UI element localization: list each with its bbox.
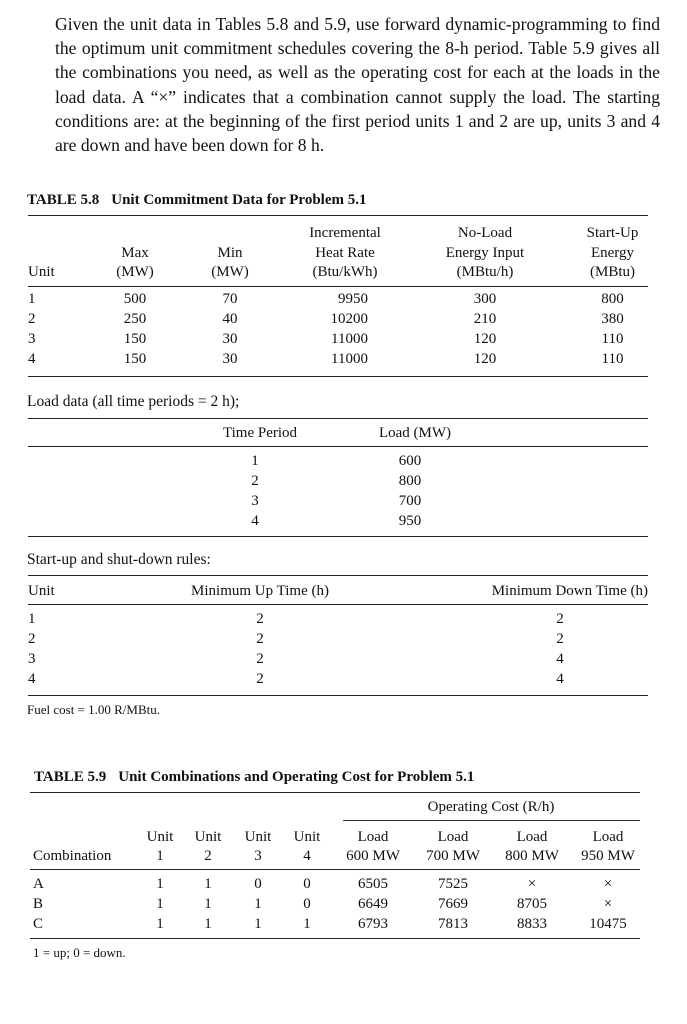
table59-header-unit1: Unit	[146, 829, 174, 845]
table59-cell: 1	[156, 876, 164, 892]
table59-title	[34, 769, 474, 786]
rules-cell: 2	[256, 631, 264, 647]
table59-cell: 1	[254, 896, 262, 912]
table58-cell: 1	[28, 291, 36, 307]
rules-header-unit: Unit	[28, 583, 55, 599]
table58-header-ihr-3: (Btu/kWh)	[312, 264, 378, 280]
table59-top-rule	[30, 792, 640, 793]
table58-cell: 250	[123, 311, 147, 327]
table58-cell: 110	[601, 331, 624, 347]
rules-caption: Start-up and shut-down rules:	[27, 551, 211, 568]
table59-cell: ×	[603, 876, 613, 892]
table58-header-startup-2: Energy	[590, 245, 635, 261]
load-data-caption: Load data (all time periods = 2 h);	[27, 393, 240, 410]
table59-header-unit3: Unit	[244, 829, 272, 845]
rules-bottom-rule	[28, 695, 648, 696]
table58-cell: 2	[28, 311, 36, 327]
table59-cell: 7813	[438, 916, 468, 932]
table58-cell: 800	[601, 291, 624, 307]
load-cell: 700	[398, 493, 422, 509]
table58-header-startup-1: Start-Up	[586, 225, 639, 241]
load-header-period: Time Period	[222, 425, 298, 441]
table59-header-unit2-num: 2	[204, 848, 212, 864]
table59-cell: 1	[204, 876, 212, 892]
rules-cell: 4	[556, 671, 564, 687]
load-header-rule	[28, 446, 648, 447]
rules-cell: 2	[556, 611, 564, 627]
table58-header-startup-3: (MBtu)	[590, 264, 635, 280]
table58-header-noload-1: No-Load	[457, 225, 513, 241]
table58-header-min-unit: (MW)	[211, 264, 249, 280]
table59-header-combination: Combination	[33, 848, 112, 864]
table59-header-load800: Load	[516, 829, 548, 845]
rules-cell: 4	[28, 671, 36, 687]
table58-number: TABLE 5.8	[27, 192, 100, 208]
table58-header-min: Min	[217, 245, 243, 261]
table58-cell: 9950	[338, 291, 368, 307]
table59-bottom-rule	[30, 938, 640, 939]
table59-group-header: Operating Cost (R/h)	[427, 799, 555, 815]
table59-header-rule	[30, 869, 640, 870]
rules-cell: 4	[556, 651, 564, 667]
table58-header-max-unit: (MW)	[116, 264, 154, 280]
table58-cell: 10200	[330, 311, 368, 327]
table59-header-load700-mw: 700 MW	[426, 848, 480, 864]
table58-cell: 70	[222, 291, 238, 307]
load-cell: 1	[251, 453, 259, 469]
rules-cell: 2	[256, 611, 264, 627]
table59-cell: 7525	[438, 876, 468, 892]
table59-cell: 1	[254, 916, 262, 932]
load-cell: 2	[251, 473, 259, 489]
table59-cell: 0	[254, 876, 262, 892]
table59-cell: 0	[303, 896, 311, 912]
fuel-cost-note: Fuel cost = 1.00 R/MBtu.	[27, 702, 161, 717]
rules-cell: 2	[556, 631, 564, 647]
table58-header-noload-2: Energy Input	[445, 245, 525, 261]
rules-header-mindown: Minimum Down Time (h)	[491, 583, 648, 599]
table59-header-unit4-num: 4	[303, 848, 311, 864]
table58-title	[27, 192, 366, 209]
rules-cell: 1	[28, 611, 36, 627]
table58-cell: 4	[28, 351, 36, 367]
table59-header-load950-mw: 950 MW	[581, 848, 635, 864]
table59-cell: 1	[303, 916, 311, 932]
table59-cell: 1	[204, 896, 212, 912]
table59-cell: 1	[156, 896, 164, 912]
table58-cell: 120	[473, 351, 497, 367]
table59-cell: 1	[156, 916, 164, 932]
table59-cell: ×	[527, 876, 537, 892]
table59-header-unit4: Unit	[293, 829, 321, 845]
load-cell: 600	[398, 453, 422, 469]
table58-cell: 3	[28, 331, 36, 347]
rules-top-rule	[28, 575, 648, 576]
table58-header-ihr-1: Incremental	[309, 225, 381, 241]
table58-cell: 150	[123, 331, 147, 347]
table59-cell: 6793	[358, 916, 388, 932]
table59-header-load800-mw: 800 MW	[505, 848, 559, 864]
table59-caption: Unit Combinations and Operating Cost for Problem 5.1	[118, 769, 475, 785]
table58-header-rule	[28, 286, 648, 287]
table59-cell: ×	[603, 896, 613, 912]
table59-cell: B	[33, 896, 44, 912]
table58-cell: 30	[222, 331, 238, 347]
table58-cell: 380	[601, 311, 624, 327]
rules-cell: 3	[28, 651, 36, 667]
table59-cell: C	[33, 916, 44, 932]
table59-cell: 8833	[517, 916, 547, 932]
table58-header-unit: Unit	[28, 264, 55, 280]
table59-cell: 0	[303, 876, 311, 892]
table58-top-rule	[28, 215, 648, 216]
problem-text: Given the unit data in Tables 5.8 and 5.9, use forward dynamic-programming to find the optimum unit commitment schedules covering the 8-h period. Table 5.9 gives all the combinations you need, as well as the operating cost for each at the loads in the load data. A “×” indicates that a combination cannot supply the load. The starting conditions are: at the beginning of the first period units 1 and 2 are up, units 3 and 4 are down and have been down for 8 h.	[55, 14, 660, 156]
table58-cell: 11000	[331, 331, 368, 347]
table58-header-noload-3: (MBtu/h)	[456, 264, 514, 280]
table59-cell: 6649	[358, 896, 388, 912]
rules-cell: 2	[256, 651, 264, 667]
table58-bottom-rule	[28, 376, 648, 377]
table59-note: 1 = up; 0 = down.	[33, 945, 126, 960]
load-cell: 800	[398, 473, 422, 489]
table59-header-unit3-num: 3	[254, 848, 262, 864]
table59-number: TABLE 5.9	[34, 769, 107, 785]
table59-cell: A	[33, 876, 44, 892]
rules-header-rule	[28, 604, 648, 605]
table58-cell: 40	[222, 311, 238, 327]
table59-header-unit2: Unit	[194, 829, 222, 845]
rules-cell: 2	[256, 671, 264, 687]
table58-cell: 500	[123, 291, 147, 307]
load-header-load: Load (MW)	[378, 425, 452, 441]
table59-cell: 6505	[358, 876, 388, 892]
table59-cell: 7669	[438, 896, 468, 912]
load-bottom-rule	[28, 536, 648, 537]
table58-cell: 11000	[331, 351, 368, 367]
table59-header-load950: Load	[592, 829, 624, 845]
rules-header-minup: Minimum Up Time (h)	[191, 583, 329, 599]
table58-caption: Unit Commitment Data for Problem 5.1	[111, 192, 367, 208]
table58-header-ihr-2: Heat Rate	[315, 245, 375, 261]
load-cell: 3	[251, 493, 259, 509]
load-top-rule	[28, 418, 648, 419]
table58-cell: 110	[601, 351, 624, 367]
table59-cell: 1	[204, 916, 212, 932]
table59-header-load700: Load	[437, 829, 469, 845]
load-cell: 950	[398, 513, 422, 529]
table59-header-load600-mw: 600 MW	[346, 848, 400, 864]
table59-header-unit1-num: 1	[156, 848, 164, 864]
table59-cell: 8705	[517, 896, 547, 912]
table58-cell: 150	[123, 351, 147, 367]
table58-cell: 300	[473, 291, 497, 307]
table58-cell: 30	[222, 351, 238, 367]
rules-cell: 2	[28, 631, 36, 647]
table58-header-max: Max	[121, 245, 149, 261]
table58-cell: 210	[473, 311, 497, 327]
table59-group-rule	[343, 820, 640, 821]
table58-cell: 120	[473, 331, 497, 347]
table59-cell: 10475	[589, 916, 627, 932]
table59-header-load600: Load	[357, 829, 389, 845]
load-cell: 4	[251, 513, 259, 529]
